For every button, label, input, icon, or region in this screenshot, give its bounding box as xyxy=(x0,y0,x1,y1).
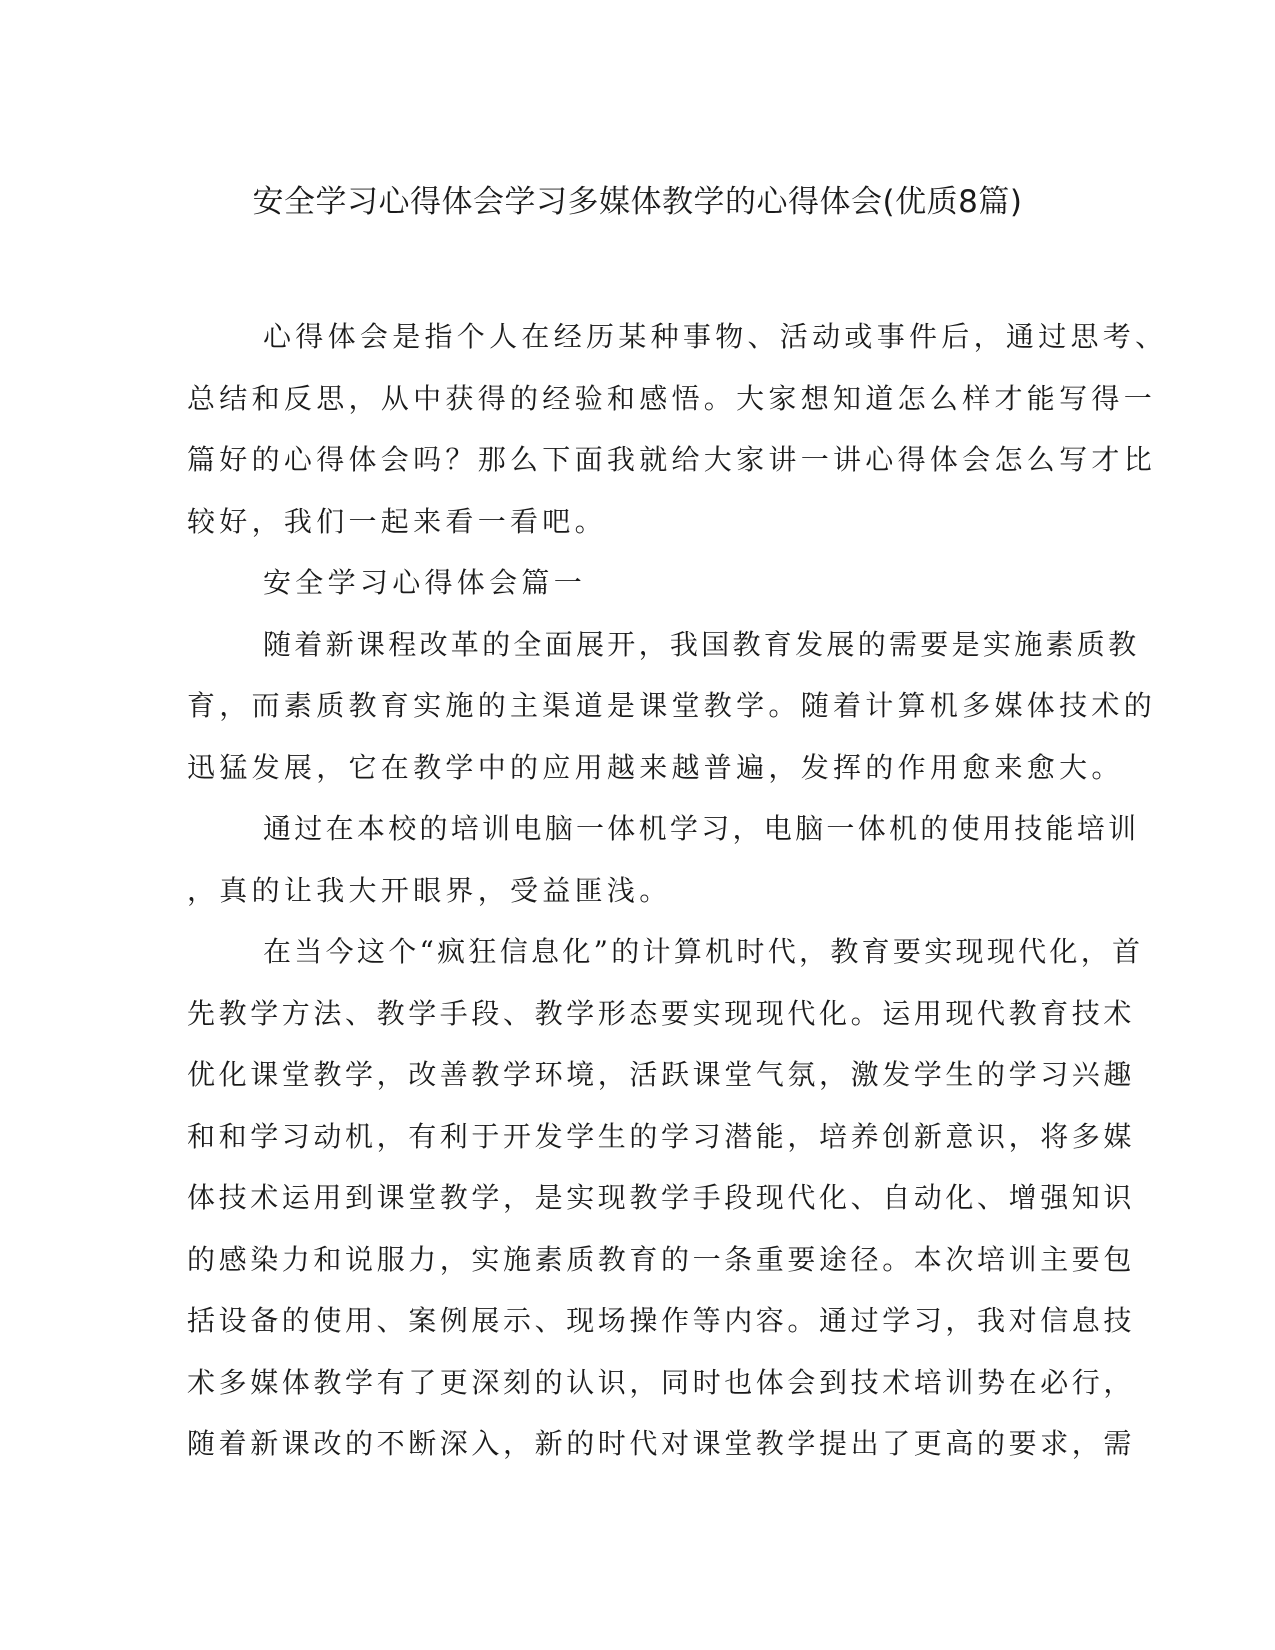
paragraph-line: ，真的让我大开眼界，受益匪浅。 xyxy=(187,873,672,907)
paragraph-line: 的感染力和说服力，实施素质教育的一条重要途径。本次培训主要包 xyxy=(187,1242,1136,1276)
paragraph-line: 较好，我们一起来看一看吧。 xyxy=(187,504,607,538)
paragraph-line: 先教学方法、教学手段、教学形态要实现现代化。运用现代教育技术 xyxy=(187,996,1136,1030)
paragraph-line: 心得体会是指个人在经历某种事物、活动或事件后，通过思考、 xyxy=(263,320,1168,353)
paragraph-line: 随着新课改的不断深入，新的时代对课堂教学提出了更高的要求，需 xyxy=(187,1427,1136,1460)
paragraph-line: 术多媒体教学有了更深刻的认识，同时也体会到技术培训势在必行， xyxy=(187,1365,1136,1399)
paragraph-line: 随着新课程改革的全面展开，我国教育发展的需要是实施素质教 xyxy=(263,627,1140,661)
section-heading: 安全学习心得体会篇一 xyxy=(263,566,587,599)
document-title: 安全学习心得体会学习多媒体教学的心得体会(优质8篇) xyxy=(252,184,1023,220)
paragraph-line: 在当今这个“疯狂信息化”的计算机时代，教育要实现现代化，首 xyxy=(263,935,1144,968)
paragraph-line: 育，而素质教育实施的主渠道是课堂教学。随着计算机多媒体技术的 xyxy=(187,689,1157,722)
paragraph-line: 迅猛发展，它在教学中的应用越来越普遍，发挥的作用愈来愈大。 xyxy=(187,750,1124,784)
paragraph-line: 体技术运用到课堂教学，是实现教学手段现代化、自动化、增强知识 xyxy=(187,1181,1136,1214)
paragraph-line: 通过在本校的培训电脑一体机学习，电脑一体机的使用技能培训 xyxy=(263,812,1140,845)
paragraph-line: 优化课堂教学，改善教学环境，活跃课堂气氛，激发学生的学习兴趣 xyxy=(187,1058,1136,1091)
paragraph-line: 和和学习动机，有利于开发学生的学习潜能，培养创新意识，将多媒 xyxy=(187,1119,1136,1153)
document-body xyxy=(187,306,1168,1475)
paragraph-line: 括设备的使用、案例展示、现场操作等内容。通过学习，我对信息技 xyxy=(187,1304,1136,1337)
paragraph-line: 总结和反思，从中获得的经验和感悟。大家想知道怎么样才能写得一 xyxy=(187,381,1157,415)
paragraph-line: 篇好的心得体会吗？那么下面我就给大家讲一讲心得体会怎么写才比 xyxy=(187,443,1157,476)
